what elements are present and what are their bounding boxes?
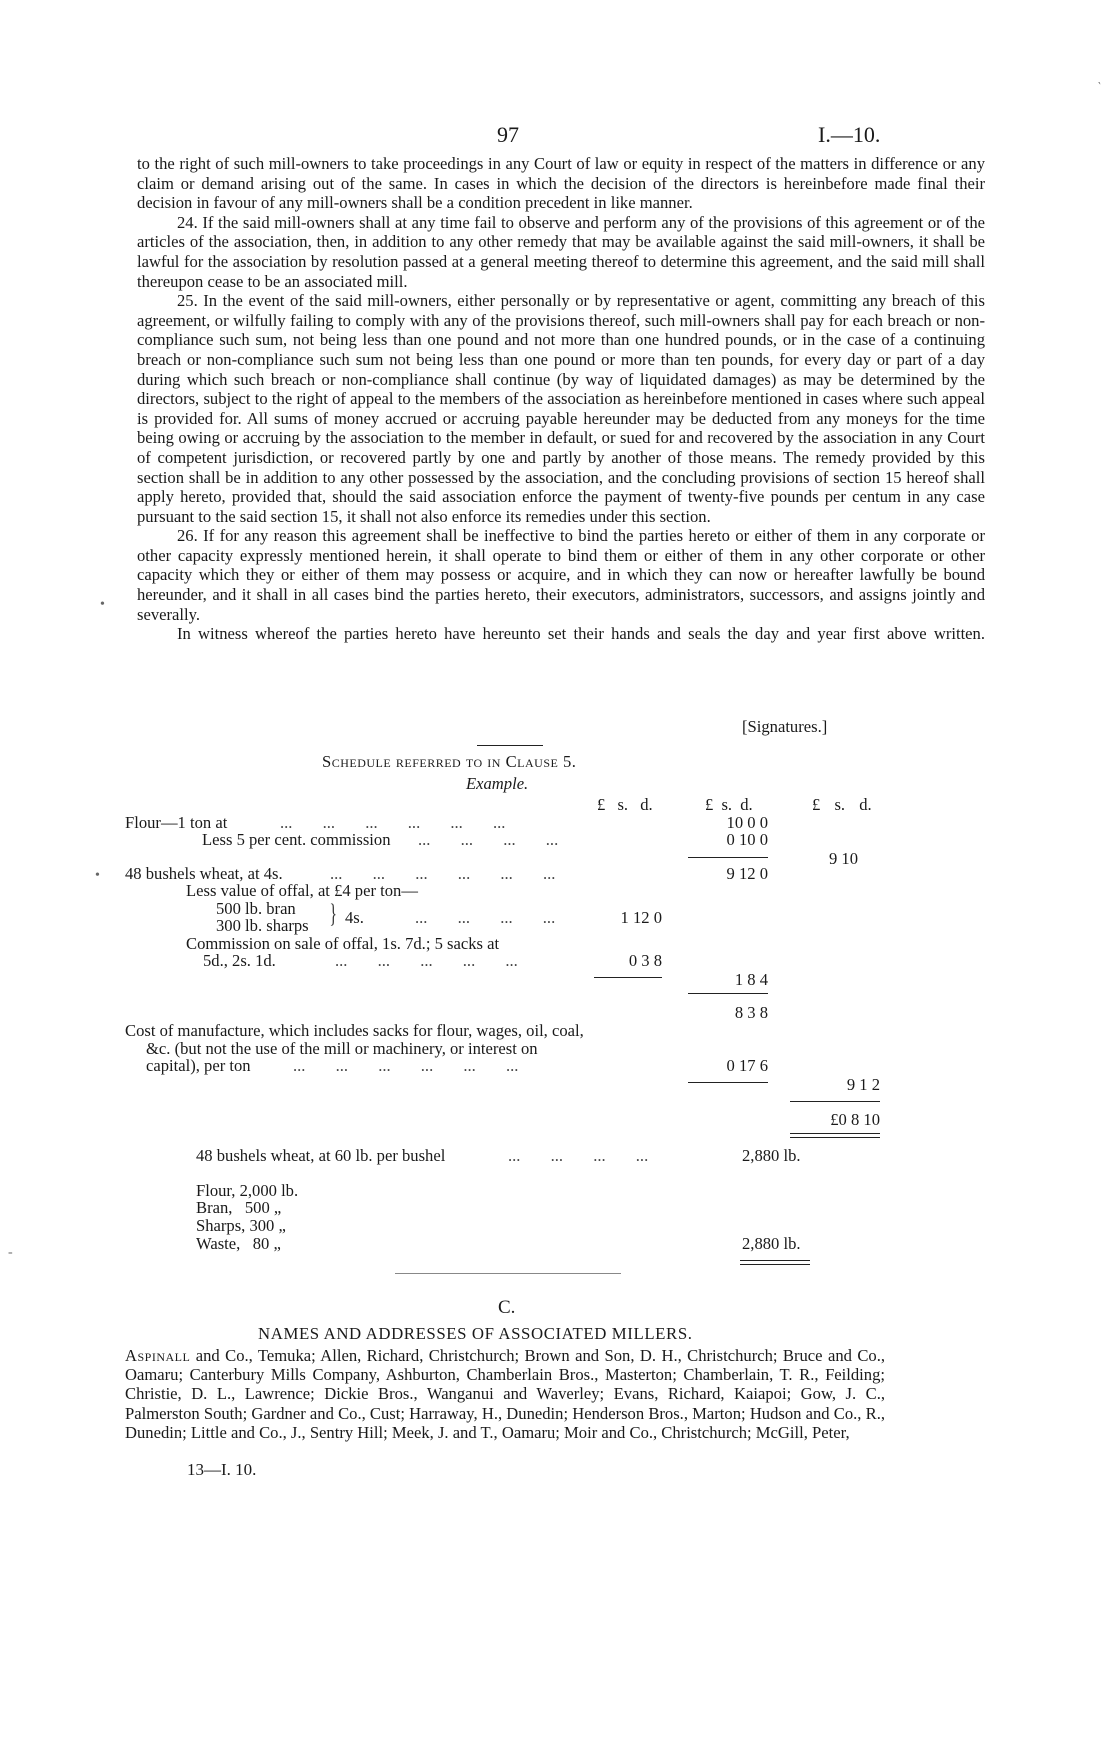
- product-flour: Flour, 2,000 lb.: [196, 1181, 299, 1200]
- products-total: 2,880 lb.: [742, 1234, 801, 1253]
- section-title: NAMES AND ADDRESSES OF ASSOCIATED MILLERS.: [258, 1324, 693, 1343]
- product-bran: Bran, 500 „: [196, 1198, 282, 1217]
- margin-dot: •: [95, 868, 100, 883]
- schedule-subtitle: Example.: [466, 774, 529, 793]
- offal-value: 1 12 0: [620, 908, 662, 927]
- document-reference: I.—10.: [818, 122, 881, 147]
- total-cost-value: 9 1 2: [846, 1075, 880, 1094]
- margin-dot: •: [100, 597, 105, 612]
- wheat-value: 9 12 0: [726, 864, 768, 883]
- paragraph-intro: to the right of such mill-owners to take proceedings in any Court of law or equity in respect of the matters in difference or any claim or demand arising out of the same. In cases in which the decision of the directors is hereinbefore made final their decision in favour of any mill-owners shall be a condition precedent in like manner.: [137, 154, 985, 213]
- flour-label: Flour—1 ton at: [125, 813, 228, 832]
- manufacture-value: 0 17 6: [726, 1056, 768, 1075]
- sum-rule: [688, 993, 768, 994]
- manufacture-label-end: capital), per ton: [146, 1056, 251, 1075]
- offal-rate: 4s.: [345, 908, 364, 927]
- currency-head-1: £ s. d.: [597, 795, 653, 814]
- section-divider: [395, 1273, 621, 1274]
- leader-dots: ... ... ... ... ... ...: [330, 864, 556, 883]
- wheat-net-value: 8 3 8: [734, 1003, 768, 1022]
- result-value: £0 8 10: [830, 1110, 880, 1129]
- commission-offal-label-cont: 5d., 2s. 1d.: [203, 951, 276, 970]
- flour-net-value: 9 10: [828, 849, 858, 868]
- weights-label: 48 bushels wheat, at 60 lb. per bushel: [196, 1146, 446, 1165]
- leader-dots: ... ... ... ...: [418, 830, 559, 849]
- sharps-label: 300 lb. sharps: [216, 916, 309, 935]
- section-letter: C.: [498, 1297, 516, 1318]
- wheat-label: 48 bushels wheat, at 4s.: [125, 864, 283, 883]
- sum-rule: [688, 1082, 768, 1083]
- offal-label: Less value of offal, at £4 per ton—: [186, 881, 418, 900]
- millers-list: [125, 1346, 885, 1442]
- leader-dots: ... ... ... ... ... ...: [280, 813, 506, 832]
- sum-rule: [594, 977, 662, 978]
- sum-rule: [688, 857, 768, 858]
- paragraph-26: 26. If for any reason this agreement shall be ineffective to bind the parties hereto or either of them in any corporate or other capacity expressly mentioned herein, it shall operate to bind them or either of them in any other corporate or other capacity which they or either of them may possess or acquire, and in which they can now or hereafter lawfully be bound hereunder, and it shall in all cases bind the parties hereto, their executors, administrators, successors, and assigns jointly and severally.: [137, 526, 985, 624]
- manufacture-label: Cost of manufacture, which includes sacks for flour, wages, oil, coal,: [125, 1021, 584, 1040]
- leader-dots: ... ... ... ... ...: [335, 951, 518, 970]
- less-commission-label: Less 5 per cent. commission: [202, 830, 391, 849]
- schedule-title: Schedule referred to in Clause 5.: [322, 752, 577, 771]
- flour-value: 10 0 0: [726, 813, 768, 832]
- signatures-note: [Signatures.]: [742, 717, 828, 736]
- paragraph-24: 24. If the said mill-owners shall at any time fail to observe and perform any of the provisions of this agreement or of the articles of the association, then, in addition to any other remedy that may be available against the said mill-owners, it shall be lawful for the association by resolution passed at a general meeting thereof to determine this agreement, and the said mill shall thereupon cease to be an associated mill.: [137, 212, 985, 291]
- signature-mark: 13—I. 10.: [187, 1460, 257, 1479]
- currency-head-2: £ s. d.: [705, 795, 753, 814]
- first-miller-name: Aspinall: [125, 1346, 191, 1365]
- less-commission-value: 0 10 0: [726, 830, 768, 849]
- page-number: 97: [497, 122, 519, 147]
- leader-dots: ... ... ... ... ... ...: [293, 1056, 519, 1075]
- double-rule: [740, 1260, 810, 1265]
- leader-dots: ... ... ... ...: [415, 908, 556, 927]
- product-sharps: Sharps, 300 „: [196, 1216, 286, 1235]
- margin-tick: -: [8, 1245, 13, 1260]
- offal-total: 1 8 4: [734, 970, 768, 989]
- commission-offal-value: 0 3 8: [628, 951, 662, 970]
- weights-value: 2,880 lb.: [742, 1146, 801, 1165]
- paragraph-25: 25. In the event of the said mill-owners, either personally or by representative or agent, committing any breach of this agreement, or wilfully failing to comply with any of the provisions thereof, such mill-owners shall pay for each breach or non-compliance such sum, not being less than one pound and not more than one hundred pounds, or in the case of a continuing breach or non-compliance such sum not being less than one pound or more than ten pounds, for every day or part of a day during which such breach or non-compliance shall continue (by way of liquidated damages) as may be determined by the directors, subject to the right of appeal to the members of the association as hereinbefore mentioned in cases where such appeal is provided for. All sums of money accrued or accruing payable hereunder may be deducted from any moneys for the time being owing or accruing by the association to the member in default, or sued for and recovered by the association in any Court of competent jurisdiction, or recovered partly by one and partly by another of those means. The remedy provided by this section shall be in addition to any other possessed by the association, and the concluding provisions of section 15 hereof shall apply hereto, provided that, should the said association enforce the payment of twenty-five pounds per centum in any case pursuant to the said section 15, it shall not also enforce its remedies under this section.: [137, 291, 985, 526]
- body-text: [137, 154, 985, 644]
- millers-names: and Co., Temuka; Allen, Richard, Christchurch; Brown and Son, D. H., Christchurch; Bruce and Co., Oamaru; Canterbury Mills Company, Ashburton, Chamberlain Bros., Masterton; Chamberlain, T. R., Feilding; Christie, D. L., Lawrence; Dickie Bros., Wanganui and Waverley; Evans, Richard, Kaiapoi; Gow, J. C., Palmerston South; Gardner and Co., Cust; Harraway, H., Dunedin; Henderson Bros., Marton; Hudson and Co., R., Dunedin; Little and Co., J., Sentry Hill; Meek, J. and T., Oamaru; Moir and Co., Christchurch; McGill, Peter,: [125, 1346, 885, 1442]
- manufacture-label-cont: &c. (but not the use of the mill or machinery, or interest on: [146, 1039, 538, 1058]
- product-waste: Waste, 80 „: [196, 1234, 281, 1253]
- sum-rule: [790, 1101, 880, 1102]
- leader-dots: ... ... ... ...: [508, 1146, 649, 1165]
- commission-offal-label: Commission on sale of offal, 1s. 7d.; 5 sacks at: [186, 934, 500, 953]
- bran-label: 500 lb. bran: [216, 899, 296, 918]
- schedule-divider: [477, 745, 543, 746]
- currency-head-3: £ s. d.: [812, 795, 872, 814]
- brace: }: [329, 899, 337, 928]
- witness-clause: In witness whereof the parties hereto have hereunto set their hands and seals the day and year first above written.: [177, 624, 985, 644]
- double-rule: [790, 1133, 880, 1138]
- scan-speck: ‵: [1098, 80, 1101, 94]
